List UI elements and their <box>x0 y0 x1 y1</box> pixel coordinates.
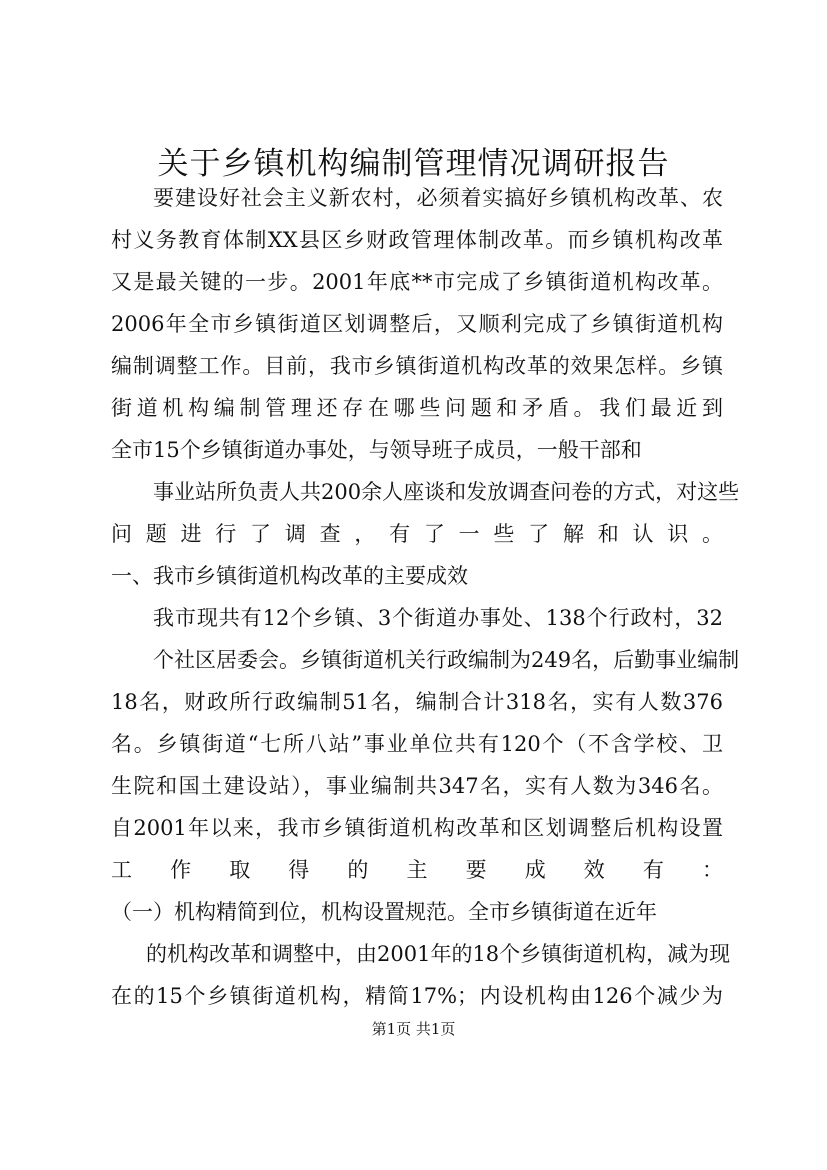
body-line: 2006年全市乡镇街道区划调整后，又顺利完成了乡镇街道机构 <box>111 312 723 336</box>
body-line: 街道机构编制管理还存在哪些问题和矛盾。我们最近到 <box>111 396 723 420</box>
body-line: 个社区居委会。乡镇街道机关行政编制为249名，后勤事业编制 <box>153 648 740 672</box>
body-line: 一、我市乡镇街道机构改革的主要成效 <box>111 564 468 588</box>
body-line: 自2001年以来，我市乡镇街道机构改革和区划调整后机构设置 <box>111 816 723 840</box>
body-line: 村义务教育体制XX县区乡财政管理体制改革。而乡镇机构改革 <box>111 228 723 252</box>
body-line: 又是最关键的一步。2001年底**市完成了乡镇街道机构改革。 <box>111 270 723 294</box>
body-line: （一）机构精简到位，机构设置规范。全市乡镇街道在近年 <box>111 900 657 924</box>
body-line: 要建设好社会主义新农村，必须着实搞好乡镇机构改革、农 <box>153 186 723 210</box>
body-line: 工作取得的主要成效有： <box>111 858 723 882</box>
page-footer: 第1页 共1页 <box>371 1020 456 1038</box>
body-line: 生院和国土建设站），事业编制共347名，实有人数为346名。 <box>111 774 723 798</box>
body-line: 编制调整工作。目前，我市乡镇街道机构改革的效果怎样。乡镇 <box>111 354 723 378</box>
body-line: 全市15个乡镇街道办事处，与领导班子成员，一般干部和 <box>111 438 642 462</box>
section-heading: 我市现共有12个乡镇、3个街道办事处、138个行政村，32 <box>153 606 723 630</box>
document-title: 关于乡镇机构编制管理情况调研报告 <box>157 146 670 182</box>
body-line: 事业站所负责人共200余人座谈和发放调查问卷的方式，对这些 <box>153 480 740 504</box>
body-line: 名。乡镇街道“七所八站”事业单位共有120个（不含学校、卫 <box>111 732 723 756</box>
subsection-line: 的机构改革和调整中，由2001年的18个乡镇街道机构，减为现 <box>146 942 731 966</box>
body-line: 18名，财政所行政编制51名，编制合计318名，实有人数376 <box>111 690 723 714</box>
body-line: 问题进行了调查，有了一些了解和认识。 <box>111 522 723 546</box>
body-line: 在的15个乡镇街道机构，精简17%；内设机构由126个减少为 <box>111 984 723 1008</box>
